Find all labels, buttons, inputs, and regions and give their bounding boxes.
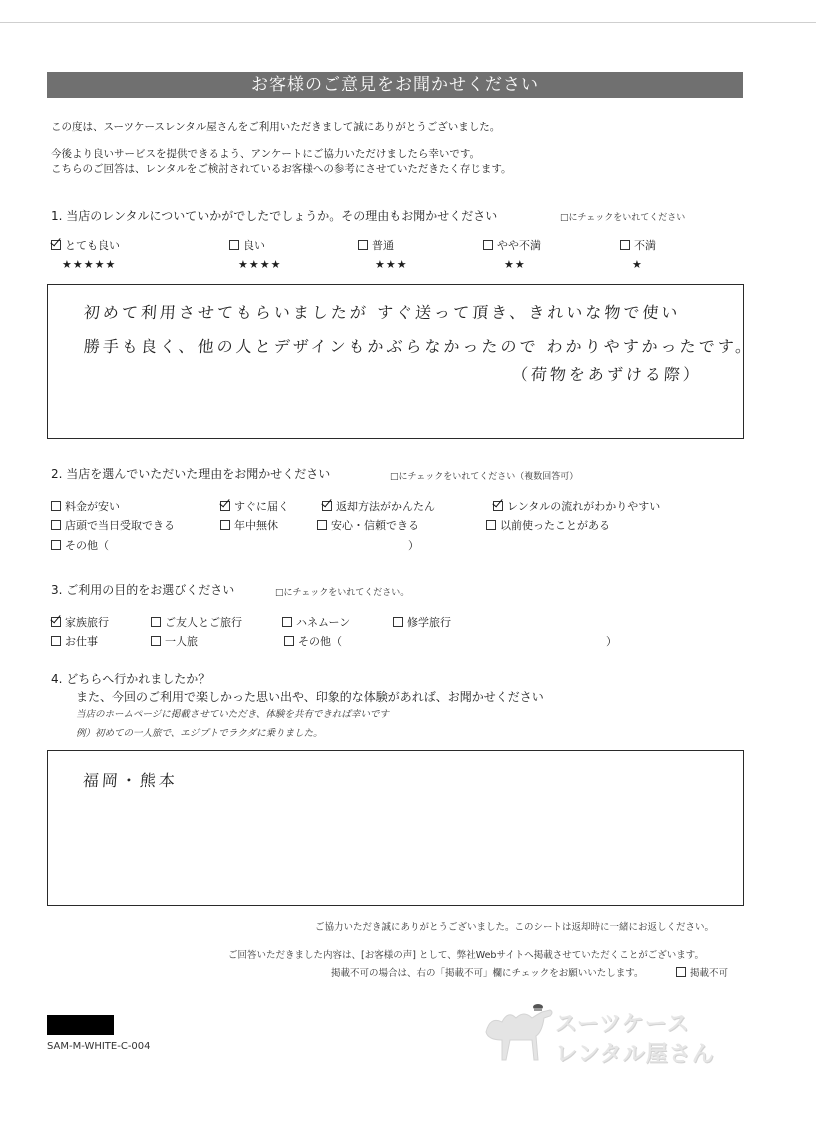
checkbox-icon[interactable] [393, 617, 403, 627]
stars-1: ★ [632, 258, 643, 271]
q3-option-business[interactable] [51, 633, 98, 649]
checkbox-icon[interactable] [358, 240, 368, 250]
q1-answer-line-1: 初めて利用させてもらいましたが すぐ送って頂き、きれいな物で使い [83, 303, 682, 322]
q3-option-friends-trip[interactable] [151, 614, 242, 630]
stars-2: ★★ [504, 258, 526, 271]
checkbox-icon[interactable] [51, 240, 61, 250]
q3-option-label: 修学旅行 [407, 616, 451, 629]
q3-option-label: ご友人とご旅行 [165, 616, 242, 629]
checkbox-icon[interactable] [220, 520, 230, 530]
checkbox-icon[interactable] [284, 636, 294, 646]
q1-option-label: とても良い [65, 239, 120, 252]
logo-text [555, 1010, 715, 1070]
footer-optout-note: 掲載不可の場合は、右の「掲載不可」欄にチェックをお願いいたします。 [331, 968, 644, 979]
q3-question: 3. ご利用の目的をお選びください [51, 583, 235, 597]
q1-answer-line-2: 勝手も良く、他の人とデザインもかぶらなかったので わかりやすかったです。 [83, 337, 755, 356]
q1-option-average[interactable] [358, 237, 394, 253]
q2-option-used-before[interactable] [486, 517, 610, 533]
q1-option-label: やや不満 [497, 239, 541, 252]
q2-option-label: 料金が安い [65, 500, 120, 513]
q4-question-detail: また、今回のご利用で楽しかった思い出や、印象的な体験があれば、お聞かせください [76, 690, 544, 704]
q3-option-label: ハネムーン [296, 616, 351, 629]
q2-note: □にチェックをいれてください（複数回答可） [390, 472, 579, 482]
q2-option-label: 返却方法がかんたん [336, 500, 435, 513]
q2-option-other[interactable] [51, 537, 109, 553]
q3-note: □にチェックをいれてください。 [275, 588, 410, 598]
logo-line-2: レンタル屋さん [555, 1042, 715, 1067]
optout-checkbox[interactable] [676, 965, 728, 979]
q3-option-label: 家族旅行 [65, 616, 109, 629]
q2-option-label: 店頭で当日受取できる [65, 519, 175, 532]
stars-5: ★★★★★ [62, 258, 117, 271]
q2-question: 2. 当店を選んでいただいた理由をお聞かせください [51, 467, 331, 481]
q2-option-open-all-year[interactable] [220, 517, 278, 533]
q3-option-label: その他（ [298, 635, 342, 648]
q1-option-dissatisfied[interactable] [620, 237, 656, 253]
q3-option-label: 一人旅 [165, 635, 198, 648]
checkbox-icon[interactable] [282, 617, 292, 627]
q2-option-easy-return[interactable] [322, 498, 435, 514]
q3-option-honeymoon[interactable] [282, 614, 350, 630]
intro-line-1: この度は、スーツケースレンタル屋さんをご利用いただきまして誠にありがとうございました。 [51, 121, 501, 133]
checkbox-icon[interactable] [51, 540, 61, 550]
intro-line-3: こちらのご回答は、レンタルをご検討されているお客様への参考にさせていただきたく存じます。 [51, 163, 512, 175]
q3-option-label: お仕事 [65, 635, 98, 648]
checkbox-icon[interactable] [483, 240, 493, 250]
checkbox-icon[interactable] [317, 520, 327, 530]
q1-option-good[interactable] [229, 237, 265, 253]
q3-option-family-trip[interactable] [51, 614, 109, 630]
q3-other-close: ） [606, 635, 617, 648]
q2-option-trustworthy[interactable] [317, 517, 419, 533]
checkbox-icon[interactable] [151, 617, 161, 627]
document-code: SAM-M-WHITE-C-004 [47, 1041, 151, 1052]
q2-option-easy-flow[interactable] [493, 498, 660, 514]
q2-option-store-pickup[interactable] [51, 517, 175, 533]
q4-hint: 当店のホームページに掲載させていただき、体験を共有できれば幸いです [76, 709, 389, 720]
checkbox-icon[interactable] [151, 636, 161, 646]
logo-line-1: スーツケース [555, 1012, 690, 1037]
q3-option-solo-trip[interactable] [151, 633, 198, 649]
q2-other-close: ） [408, 539, 419, 552]
checkbox-icon[interactable] [322, 501, 332, 511]
stars-4: ★★★★ [238, 258, 282, 271]
q1-option-label: 不満 [634, 239, 656, 252]
q1-question: 1. 当店のレンタルについていかがでしたでしょうか。その理由もお聞かせください [51, 209, 498, 223]
optout-label: 掲載不可 [690, 968, 729, 979]
checkbox-icon[interactable] [676, 967, 686, 977]
checkbox-icon[interactable] [51, 520, 61, 530]
checkbox-icon[interactable] [620, 240, 630, 250]
top-rule [0, 22, 816, 23]
footer-publish-note: ご回答いただきました内容は、[お客様の声] として、弊社Webサイトへ掲載させていただくことがございます。 [228, 950, 705, 961]
q2-option-label: すぐに届く [234, 500, 289, 513]
checkbox-icon[interactable] [51, 617, 61, 627]
q1-option-very-good[interactable] [51, 237, 120, 253]
q3-option-other[interactable] [284, 633, 342, 649]
q2-option-label: レンタルの流れがわかりやすい [507, 500, 661, 513]
q4-question: 4. どちらへ行かれましたか？ [51, 672, 211, 686]
q1-option-label: 普通 [372, 239, 394, 252]
q1-note: □にチェックをいれてください [560, 213, 686, 223]
intro-line-2: 今後より良いサービスを提供できるよう、アンケートにご協力いただけましたら幸いです。 [51, 148, 481, 160]
checkbox-icon[interactable] [51, 501, 61, 511]
q1-option-label: 良い [243, 239, 265, 252]
q2-option-cheap[interactable] [51, 498, 120, 514]
q2-option-fast-delivery[interactable] [220, 498, 289, 514]
page-title: お客様のご意見をお聞かせください [251, 75, 539, 95]
checkbox-icon[interactable] [51, 636, 61, 646]
q4-example: 例）初めての一人旅で、エジプトでラクダに乗りました。 [76, 728, 323, 739]
footer-thanks: ご協力いただき誠にありがとうございました。このシートは返却時に一緒にお返しください。 [315, 922, 715, 933]
checkbox-icon[interactable] [229, 240, 239, 250]
q2-option-label: 安心・信頼できる [331, 519, 419, 532]
checkbox-icon[interactable] [220, 501, 230, 511]
q1-option-somewhat-dissatisfied[interactable] [483, 237, 541, 253]
q2-option-label: 年中無休 [234, 519, 278, 532]
checkbox-icon[interactable] [486, 520, 496, 530]
q4-answer: 福岡・熊本 [82, 771, 179, 790]
redaction-block [47, 1015, 114, 1035]
q2-option-label: その他（ [65, 539, 109, 552]
checkbox-icon[interactable] [493, 501, 503, 511]
q3-option-school-trip[interactable] [393, 614, 451, 630]
stars-3: ★★★ [375, 258, 408, 271]
camel-logo-icon [480, 1002, 560, 1064]
q2-option-label: 以前使ったことがある [500, 519, 610, 532]
q1-answer-line-3: （荷物をあずける際） [511, 365, 703, 384]
